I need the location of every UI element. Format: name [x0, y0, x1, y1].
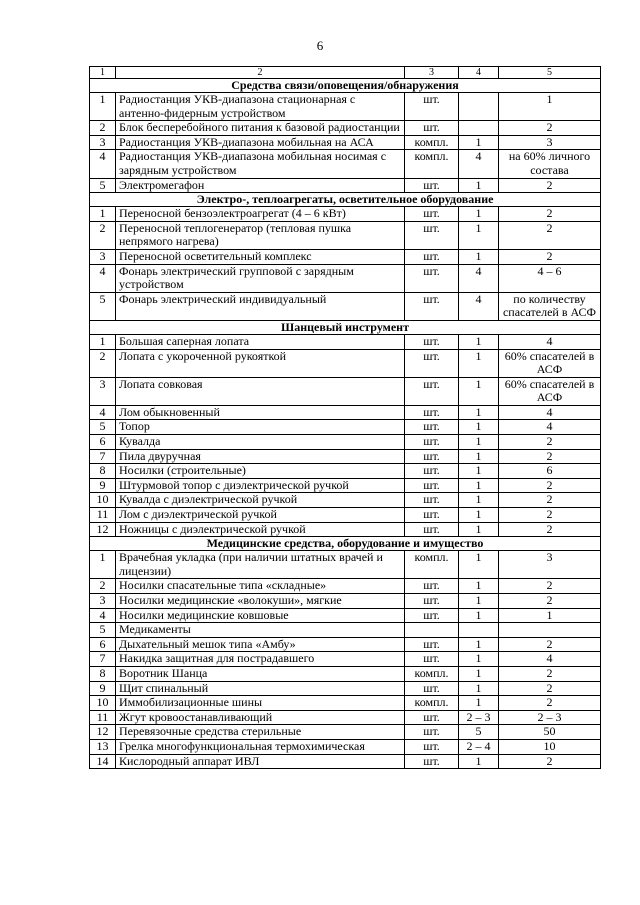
quantity: 5	[459, 725, 499, 740]
row-number: 3	[90, 249, 116, 264]
quantity: 1	[459, 334, 499, 349]
table-row	[90, 637, 601, 652]
unit-of-measure: шт.	[405, 725, 459, 740]
quantity: 1	[459, 754, 499, 769]
norm: 2	[499, 594, 601, 609]
quantity: 1	[459, 435, 499, 450]
item-name: Переносной теплогенератор (тепловая пушка непрямого нагрева)	[116, 221, 405, 249]
quantity: 4	[459, 150, 499, 178]
table-row	[90, 666, 601, 681]
row-number: 11	[90, 710, 116, 725]
unit-of-measure: шт.	[405, 681, 459, 696]
norm: 2	[499, 754, 601, 769]
column-header-3: 3	[405, 67, 459, 79]
unit-of-measure: компл.	[405, 666, 459, 681]
row-number: 8	[90, 464, 116, 479]
unit-of-measure: шт.	[405, 377, 459, 405]
row-number: 3	[90, 594, 116, 609]
table-row	[90, 681, 601, 696]
quantity: 1	[459, 377, 499, 405]
item-name: Врачебная укладка (при наличии штатных врачей и лицензии)	[116, 551, 405, 579]
table-row	[90, 464, 601, 479]
row-number: 14	[90, 754, 116, 769]
row-number: 3	[90, 377, 116, 405]
quantity: 1	[459, 637, 499, 652]
item-name: Фонарь электрический групповой с зарядным устройством	[116, 264, 405, 292]
quantity: 1	[459, 522, 499, 537]
row-number: 1	[90, 207, 116, 222]
quantity: 1	[459, 135, 499, 150]
table-row	[90, 334, 601, 349]
quantity: 2 – 3	[459, 710, 499, 725]
row-number: 10	[90, 493, 116, 508]
norm: 60% спасателей в АСФ	[499, 377, 601, 405]
row-number: 2	[90, 349, 116, 377]
table-row	[90, 405, 601, 420]
section-header-row	[90, 193, 601, 207]
item-name: Лопата с укороченной рукояткой	[116, 349, 405, 377]
norm: 2	[499, 696, 601, 711]
norm: 4 – 6	[499, 264, 601, 292]
unit-of-measure: шт.	[405, 464, 459, 479]
item-name: Кувалда с диэлектрической ручкой	[116, 493, 405, 508]
quantity: 4	[459, 292, 499, 320]
unit-of-measure: шт.	[405, 93, 459, 121]
quantity: 1	[459, 178, 499, 193]
table-row	[90, 264, 601, 292]
column-header-2: 2	[116, 67, 405, 79]
norm: 1	[499, 608, 601, 623]
item-name: Лом обыкновенный	[116, 405, 405, 420]
table-row	[90, 178, 601, 193]
quantity: 1	[459, 464, 499, 479]
norm: 6	[499, 464, 601, 479]
item-name: Кувалда	[116, 435, 405, 450]
quantity: 1	[459, 666, 499, 681]
table-row	[90, 349, 601, 377]
table-row	[90, 623, 601, 638]
section-title: Шанцевый инструмент	[90, 320, 601, 334]
item-name: Ножницы с диэлектрической ручкой	[116, 522, 405, 537]
item-name: Воротник Шанца	[116, 666, 405, 681]
quantity: 2 – 4	[459, 739, 499, 754]
norm: 2	[499, 522, 601, 537]
item-name: Носилки медицинские ковшовые	[116, 608, 405, 623]
unit-of-measure: шт.	[405, 754, 459, 769]
norm: 2	[499, 221, 601, 249]
norm: на 60% личного состава	[499, 150, 601, 178]
norm: 4	[499, 652, 601, 667]
quantity: 1	[459, 405, 499, 420]
unit-of-measure: компл.	[405, 150, 459, 178]
section-title: Электро-, теплоагрегаты, осветительное оборудование	[90, 193, 601, 207]
table-row	[90, 121, 601, 136]
row-number: 12	[90, 725, 116, 740]
item-name: Электромегафон	[116, 178, 405, 193]
unit-of-measure: шт.	[405, 508, 459, 523]
table-row	[90, 292, 601, 320]
norm: 4	[499, 405, 601, 420]
item-name: Дыхательный мешок типа «Амбу»	[116, 637, 405, 652]
table-row	[90, 551, 601, 579]
quantity: 1	[459, 420, 499, 435]
item-name: Радиостанция УКВ-диапазона мобильная носимая с зарядным устройством	[116, 150, 405, 178]
norm: 2	[499, 178, 601, 193]
norm: 10	[499, 739, 601, 754]
norm: 2	[499, 637, 601, 652]
unit-of-measure: шт.	[405, 264, 459, 292]
unit-of-measure: компл.	[405, 135, 459, 150]
norm: 4	[499, 420, 601, 435]
item-name: Щит спинальный	[116, 681, 405, 696]
row-number: 5	[90, 420, 116, 435]
table-row	[90, 739, 601, 754]
item-name: Радиостанция УКВ-диапазона стационарная с антенно-фидерным устройством	[116, 93, 405, 121]
unit-of-measure: шт.	[405, 608, 459, 623]
row-number: 2	[90, 579, 116, 594]
unit-of-measure: шт.	[405, 249, 459, 264]
norm: 2	[499, 508, 601, 523]
item-name: Накидка защитная для пострадавшего	[116, 652, 405, 667]
unit-of-measure: шт.	[405, 594, 459, 609]
row-number: 9	[90, 478, 116, 493]
unit-of-measure: шт.	[405, 739, 459, 754]
unit-of-measure: шт.	[405, 449, 459, 464]
quantity: 4	[459, 264, 499, 292]
row-number: 1	[90, 334, 116, 349]
table-row	[90, 652, 601, 667]
norm: 60% спасателей в АСФ	[499, 349, 601, 377]
row-number: 6	[90, 435, 116, 450]
item-name: Иммобилизационные шины	[116, 696, 405, 711]
quantity: 1	[459, 579, 499, 594]
row-number: 6	[90, 637, 116, 652]
quantity: 1	[459, 681, 499, 696]
row-number: 13	[90, 739, 116, 754]
norm: 3	[499, 135, 601, 150]
unit-of-measure: шт.	[405, 221, 459, 249]
item-name: Носилки (строительные)	[116, 464, 405, 479]
quantity: 1	[459, 508, 499, 523]
norm	[499, 623, 601, 638]
column-header-4: 4	[459, 67, 499, 79]
column-header-row	[90, 67, 601, 79]
item-name: Перевязочные средства стерильные	[116, 725, 405, 740]
norm: 2 – 3	[499, 710, 601, 725]
unit-of-measure: шт.	[405, 420, 459, 435]
table-row	[90, 725, 601, 740]
item-name: Носилки медицинские «волокуши», мягкие	[116, 594, 405, 609]
row-number: 12	[90, 522, 116, 537]
table-row	[90, 508, 601, 523]
table-row	[90, 135, 601, 150]
unit-of-measure: шт.	[405, 349, 459, 377]
row-number: 1	[90, 93, 116, 121]
section-header-row	[90, 79, 601, 93]
unit-of-measure: шт.	[405, 435, 459, 450]
row-number: 9	[90, 681, 116, 696]
section-title: Средства связи/оповещения/обнаружения	[90, 79, 601, 93]
table-row	[90, 478, 601, 493]
norm: 2	[499, 579, 601, 594]
norm: 2	[499, 478, 601, 493]
row-number: 2	[90, 121, 116, 136]
row-number: 4	[90, 608, 116, 623]
unit-of-measure: шт.	[405, 121, 459, 136]
unit-of-measure: шт.	[405, 579, 459, 594]
unit-of-measure: шт.	[405, 292, 459, 320]
unit-of-measure: шт.	[405, 637, 459, 652]
unit-of-measure: шт.	[405, 405, 459, 420]
row-number: 4	[90, 150, 116, 178]
table-row	[90, 449, 601, 464]
quantity: 1	[459, 478, 499, 493]
unit-of-measure: шт.	[405, 207, 459, 222]
section-header-row	[90, 537, 601, 551]
unit-of-measure: компл.	[405, 696, 459, 711]
norm: 2	[499, 449, 601, 464]
row-number: 4	[90, 405, 116, 420]
table-row	[90, 696, 601, 711]
table-row	[90, 377, 601, 405]
table-row	[90, 754, 601, 769]
table-row	[90, 207, 601, 222]
table-row	[90, 435, 601, 450]
item-name: Переносной бензоэлектроагрегат (4 – 6 кВт)	[116, 207, 405, 222]
norm: 50	[499, 725, 601, 740]
table-row	[90, 93, 601, 121]
quantity: 1	[459, 551, 499, 579]
table-row	[90, 522, 601, 537]
table-row	[90, 150, 601, 178]
norm: 4	[499, 334, 601, 349]
item-name: Грелка многофункциональная термохимическая	[116, 739, 405, 754]
row-number: 7	[90, 449, 116, 464]
norm: 3	[499, 551, 601, 579]
norm: 2	[499, 207, 601, 222]
table-row	[90, 710, 601, 725]
unit-of-measure: шт.	[405, 334, 459, 349]
norm: 2	[499, 493, 601, 508]
row-number: 2	[90, 221, 116, 249]
norm: 2	[499, 121, 601, 136]
item-name: Фонарь электрический индивидуальный	[116, 292, 405, 320]
row-number: 7	[90, 652, 116, 667]
item-name: Большая саперная лопата	[116, 334, 405, 349]
section-title: Медицинские средства, оборудование и имущество	[90, 537, 601, 551]
unit-of-measure: шт.	[405, 522, 459, 537]
quantity: 1	[459, 349, 499, 377]
unit-of-measure	[405, 623, 459, 638]
quantity: 1	[459, 249, 499, 264]
table-row	[90, 608, 601, 623]
row-number: 10	[90, 696, 116, 711]
item-name: Штурмовой топор с диэлектрической ручкой	[116, 478, 405, 493]
unit-of-measure: шт.	[405, 710, 459, 725]
item-name: Жгут кровоостанавливающий	[116, 710, 405, 725]
row-number: 5	[90, 292, 116, 320]
item-name: Топор	[116, 420, 405, 435]
unit-of-measure: шт.	[405, 178, 459, 193]
quantity: 1	[459, 594, 499, 609]
quantity: 1	[459, 493, 499, 508]
unit-of-measure: компл.	[405, 551, 459, 579]
quantity: 1	[459, 652, 499, 667]
quantity: 1	[459, 696, 499, 711]
column-header-1: 1	[90, 67, 116, 79]
item-name: Кислородный аппарат ИВЛ	[116, 754, 405, 769]
unit-of-measure: шт.	[405, 652, 459, 667]
table-row	[90, 249, 601, 264]
item-name: Носилки спасательные типа «складные»	[116, 579, 405, 594]
section-header-row	[90, 320, 601, 334]
item-name: Блок бесперебойного питания к базовой радиостанции	[116, 121, 405, 136]
quantity	[459, 121, 499, 136]
norm: 1	[499, 93, 601, 121]
norm: 2	[499, 681, 601, 696]
table-row	[90, 594, 601, 609]
row-number: 4	[90, 264, 116, 292]
norm: 2	[499, 666, 601, 681]
equipment-table-body	[90, 67, 601, 769]
item-name: Лом с диэлектрической ручкой	[116, 508, 405, 523]
item-name: Пила двуручная	[116, 449, 405, 464]
row-number: 8	[90, 666, 116, 681]
row-number: 11	[90, 508, 116, 523]
quantity: 1	[459, 221, 499, 249]
column-header-5: 5	[499, 67, 601, 79]
table-row	[90, 420, 601, 435]
item-name: Переносной осветительный комплекс	[116, 249, 405, 264]
unit-of-measure: шт.	[405, 478, 459, 493]
page-number: 6	[316, 38, 324, 53]
quantity	[459, 93, 499, 121]
table-row	[90, 493, 601, 508]
norm: по количеству спасателей в АСФ	[499, 292, 601, 320]
quantity	[459, 623, 499, 638]
row-number: 3	[90, 135, 116, 150]
quantity: 1	[459, 449, 499, 464]
row-number: 5	[90, 178, 116, 193]
quantity: 1	[459, 207, 499, 222]
norm: 2	[499, 249, 601, 264]
norm: 2	[499, 435, 601, 450]
table-row	[90, 221, 601, 249]
equipment-table	[89, 66, 601, 769]
item-name: Радиостанция УКВ-диапазона мобильная на АСА	[116, 135, 405, 150]
row-number: 1	[90, 551, 116, 579]
table-row	[90, 579, 601, 594]
row-number: 5	[90, 623, 116, 638]
quantity: 1	[459, 608, 499, 623]
item-name: Медикаменты	[116, 623, 405, 638]
unit-of-measure: шт.	[405, 493, 459, 508]
item-name: Лопата совковая	[116, 377, 405, 405]
